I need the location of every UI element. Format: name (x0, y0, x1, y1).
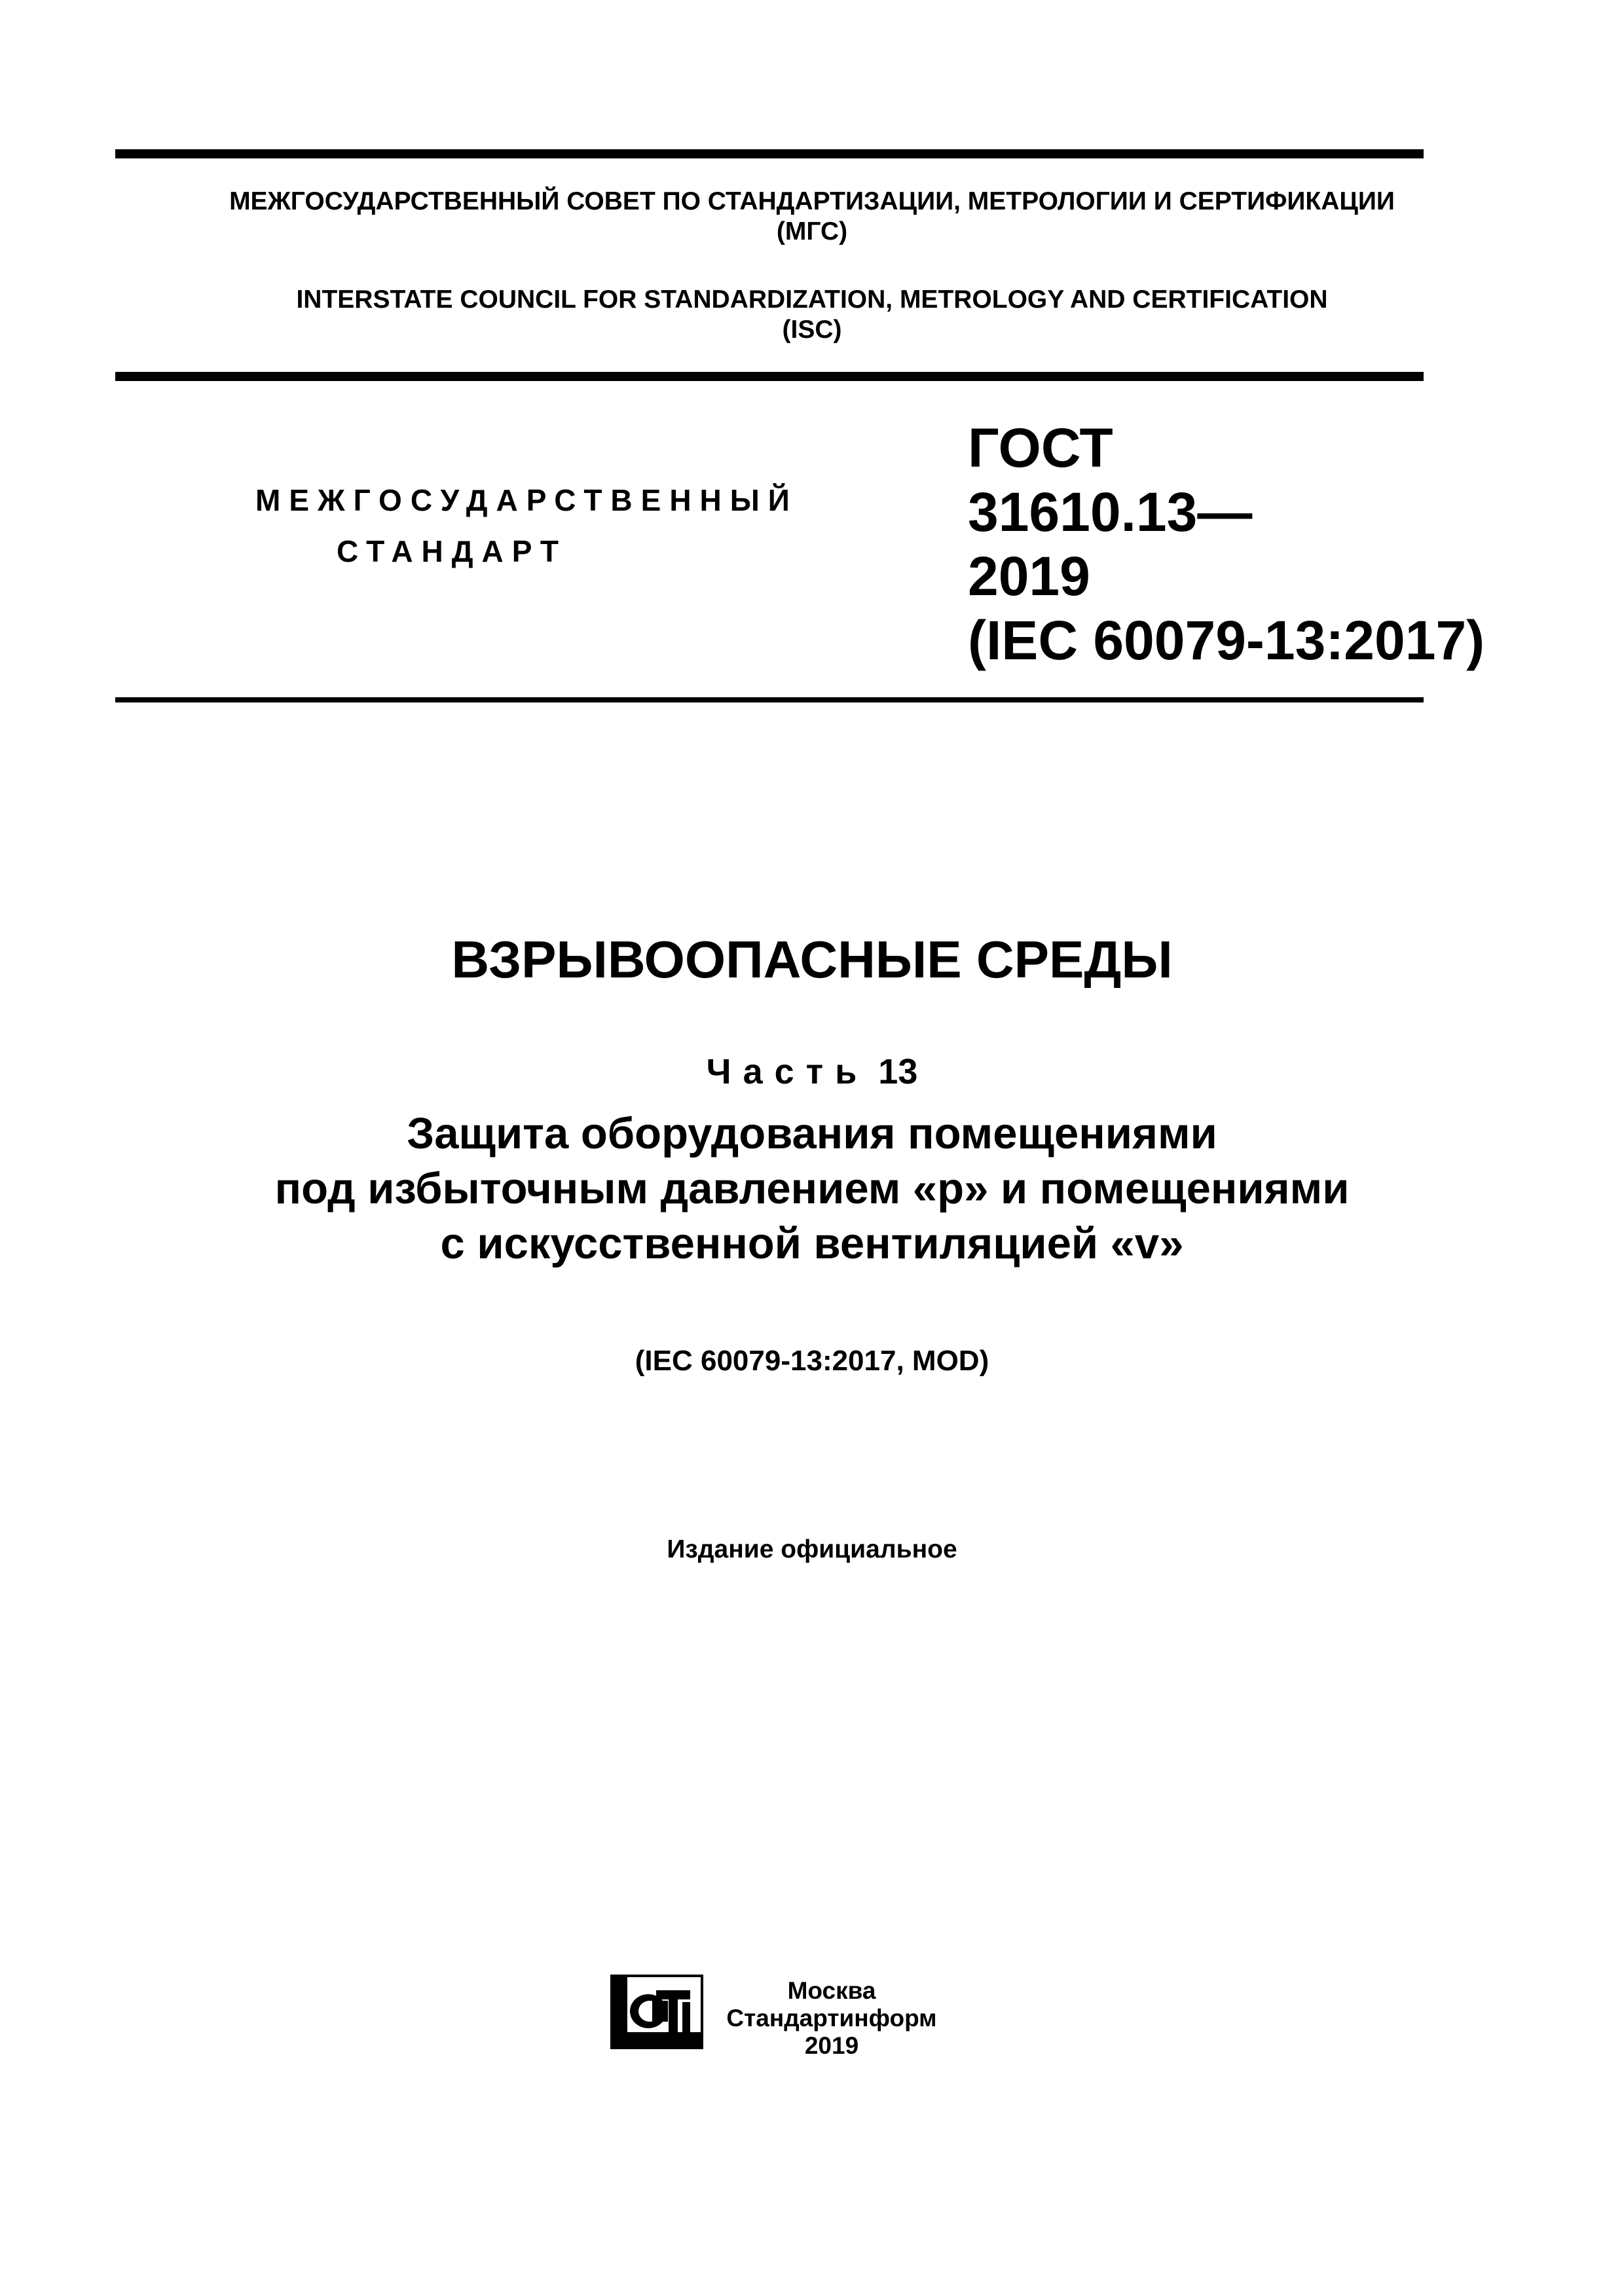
council-abbr-en: (ISC) (782, 316, 842, 344)
part-number: 13 (878, 1052, 918, 1091)
council-name-ru (0, 187, 1624, 247)
council-abbr-ru: (МГС) (776, 217, 848, 246)
designation-number: 31610.13— (968, 481, 1253, 543)
edition-label: Издание официальное (667, 1535, 957, 1563)
designation-iec: (IEC 60079-13:2017) (968, 610, 1485, 671)
standard-type-line1: МЕЖГОСУДАРСТВЕННЫЙ (255, 483, 798, 517)
top-rule (115, 149, 1424, 158)
main-title: ВЗРЫВООПАСНЫЕ СРЕДЫ (451, 930, 1173, 989)
designation-bottom-rule (115, 697, 1424, 702)
council-name-ru-text: МЕЖГОСУДАРСТВЕННЫЙ СОВЕТ ПО СТАНДАРТИЗАЦИИ, МЕТРОЛОГИИ И СЕРТИФИКАЦИИ (229, 187, 1395, 215)
designation-year: 2019 (968, 545, 1090, 607)
publisher-info (720, 1977, 943, 2060)
publisher-city: Москва (787, 1977, 876, 2004)
standard-designation (968, 416, 1485, 672)
standard-type-line2: СТАНДАРТ (337, 534, 567, 568)
iec-reference: (IEC 60079-13:2017, MOD) (635, 1345, 989, 1377)
publisher-year: 2019 (804, 2032, 859, 2059)
header-bottom-rule (115, 372, 1424, 381)
subtitle-line1: Защита оборудования помещениями (407, 1109, 1217, 1158)
subtitle-line2: под избыточным давлением «р» и помещениями (274, 1164, 1350, 1213)
standartinform-logo-icon (610, 1975, 703, 2049)
subtitle-line3: с искусственной вентиляцией «v» (440, 1219, 1184, 1268)
publisher-name: Стандартинформ (726, 2005, 937, 2032)
council-name-en-text: INTERSTATE COUNCIL FOR STANDARDIZATION, METROLOGY AND CERTIFICATION (296, 285, 1328, 314)
subtitle (0, 1106, 1624, 1271)
part-word: Часть (706, 1052, 869, 1091)
standard-type (255, 475, 798, 577)
council-name-en (0, 285, 1624, 345)
part-label (0, 1051, 1624, 1093)
designation-gost: ГОСТ (968, 417, 1113, 479)
